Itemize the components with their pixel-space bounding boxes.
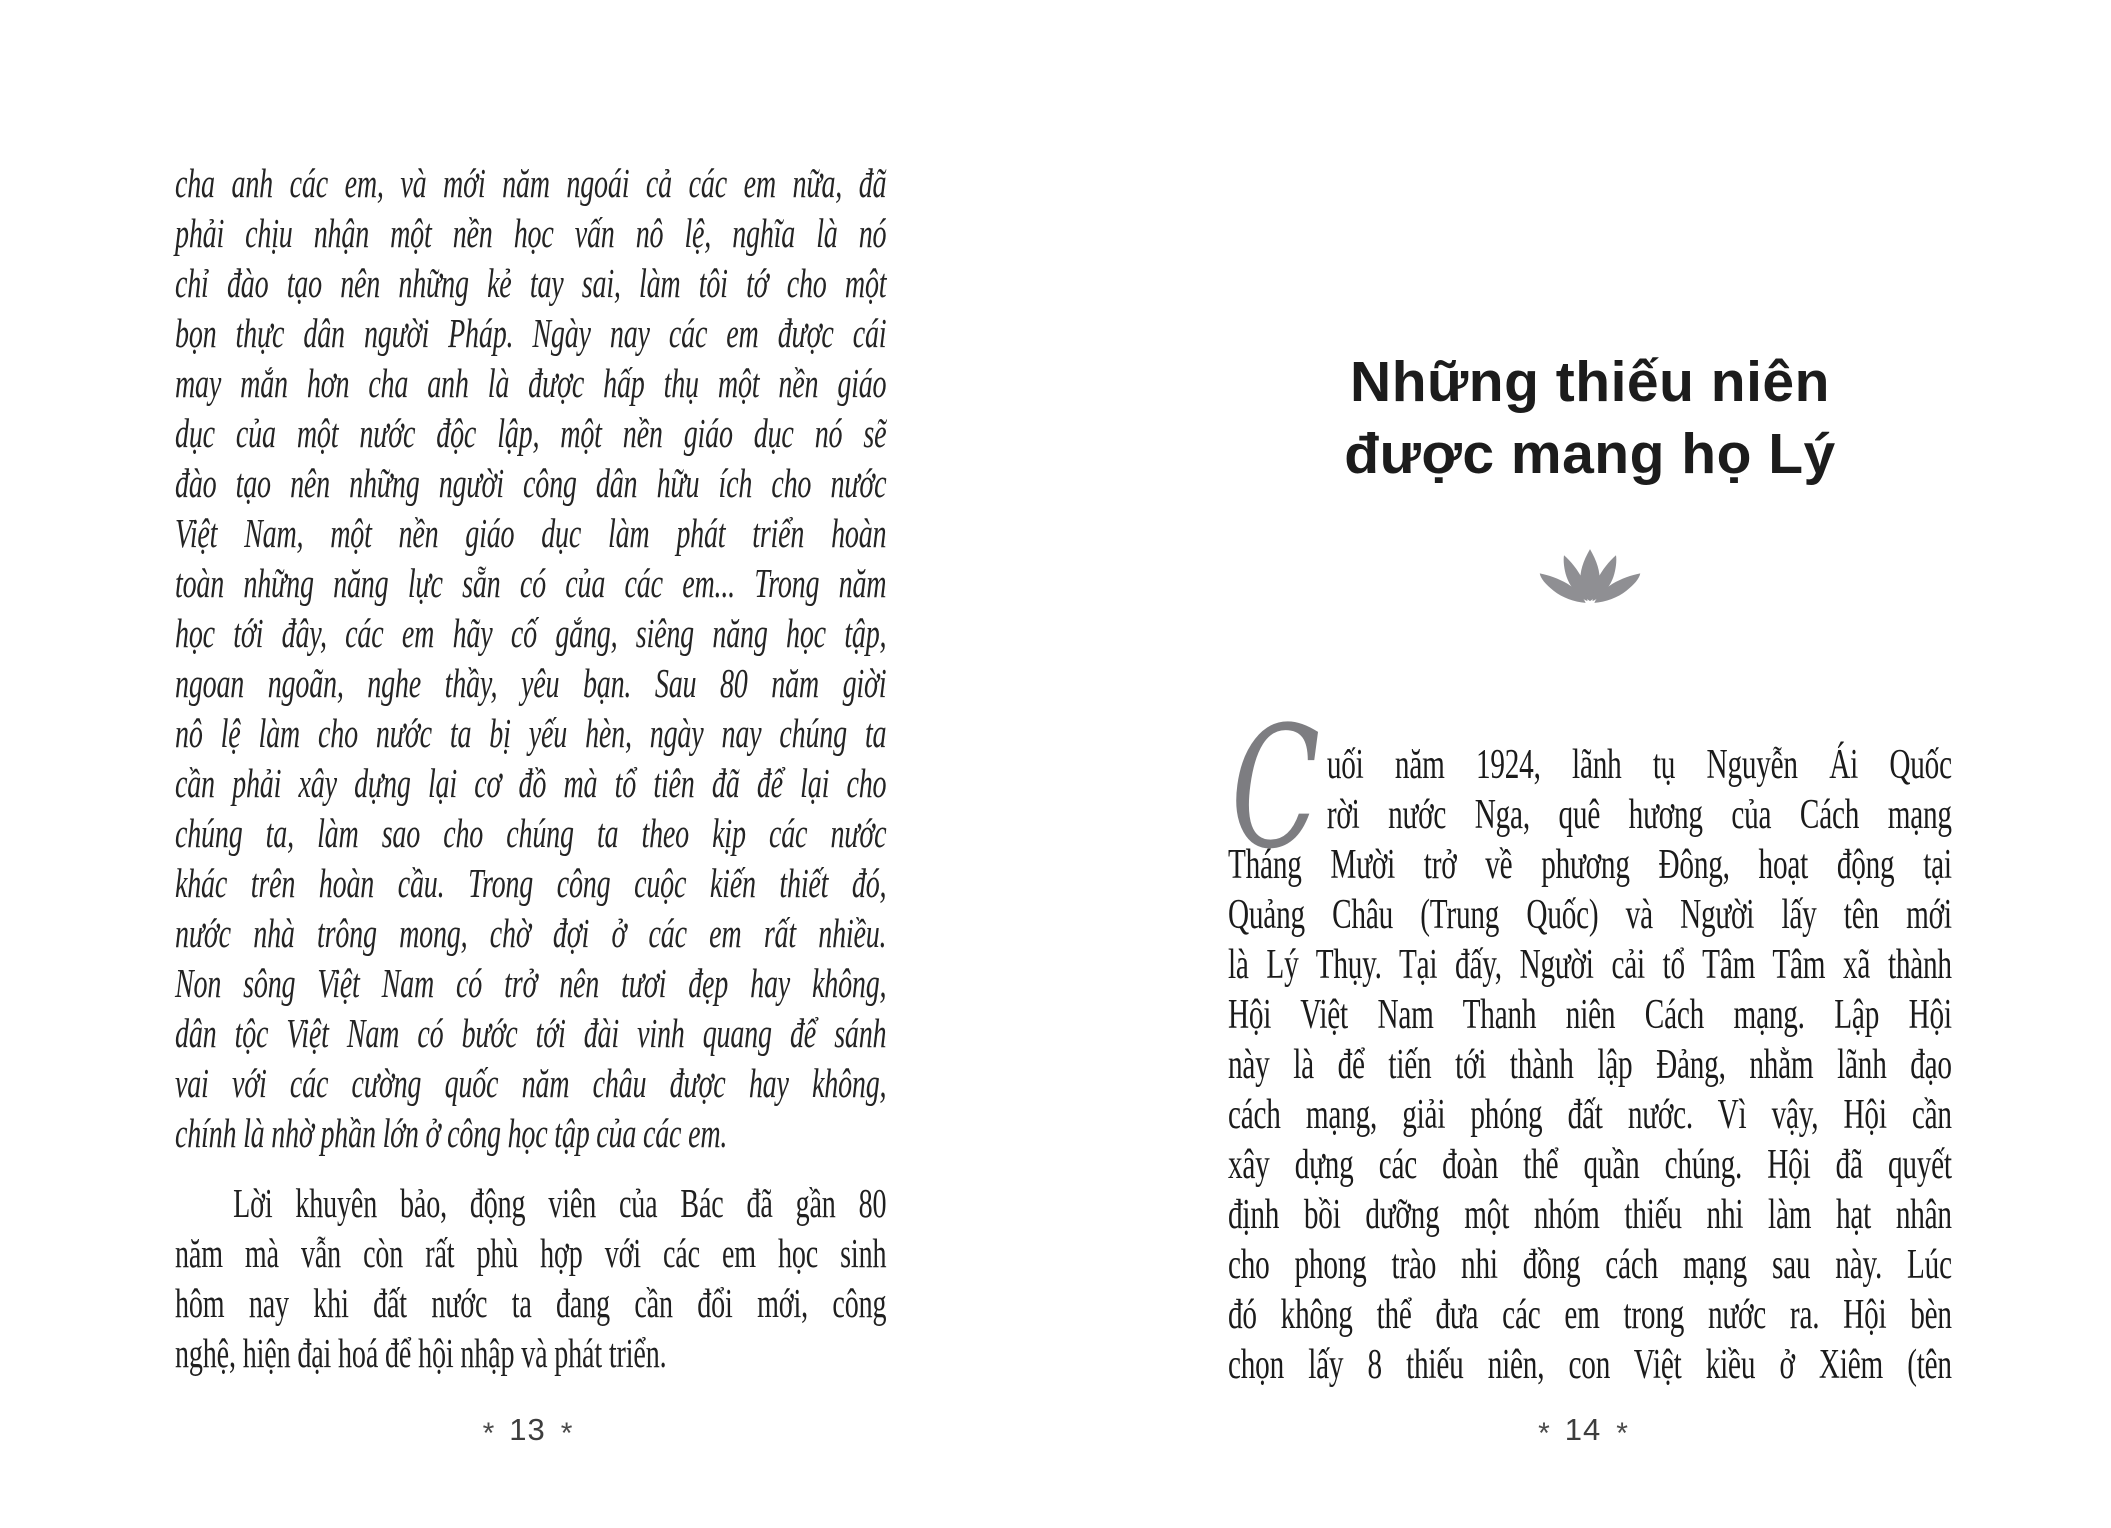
- text-line: cho phong trào nhi đồng cách mạng sau này. Lúc: [1228, 1242, 1952, 1288]
- text-line: này là để tiến tới thành lập Đảng, nhằm lãnh đạo: [1228, 1042, 1952, 1088]
- text-line: Tháng Mười trở về phương Đông, hoạt động tại: [1228, 842, 1952, 888]
- text-line: dân tộc Việt Nam có bước tới đài vinh quang để sánh: [175, 1010, 887, 1056]
- chapter-opening-paragraph: [1228, 690, 1952, 1390]
- text-line: nghệ, hiện đại hoá để hội nhập và phát triển.: [175, 1330, 667, 1376]
- text-line: may mắn hơn cha anh là được hấp thụ một nền giáo: [175, 360, 887, 406]
- text-line: vai với các cường quốc năm châu được hay không,: [175, 1060, 887, 1106]
- folio-star-icon: *: [560, 1417, 573, 1450]
- text-line: uối năm 1924, lãnh tụ Nguyễn Ái Quốc: [1326, 742, 1952, 788]
- text-line: chọn lấy 8 thiếu niên, con Việt kiều ở Xiêm (tên: [1228, 1342, 1952, 1388]
- folio-number: 13: [509, 1412, 546, 1447]
- text-line: Quảng Châu (Trung Quốc) và Người lấy tên mới: [1228, 892, 1952, 938]
- chapter-title-line-2: được mang họ Lý: [1344, 422, 1836, 486]
- text-line: năm mà vẫn còn rất phù hợp với các em học sinh: [175, 1230, 887, 1276]
- folio-right: [1055, 1410, 2111, 1451]
- page-13: [0, 0, 1055, 1528]
- text-line: bọn thực dân người Pháp. Ngày nay các em được cái: [175, 310, 887, 356]
- left-text-scaler: [175, 158, 886, 1378]
- right-text-column: [1228, 690, 1952, 1390]
- text-line: Hội Việt Nam Thanh niên Cách mạng. Lập Hội: [1228, 992, 1952, 1038]
- page-14: [1055, 0, 2111, 1528]
- text-line: học tới đây, các em hãy cố gắng, siêng năng học tập,: [175, 610, 887, 656]
- text-line: hôm nay khi đất nước ta đang cần đổi mới, công: [175, 1280, 887, 1326]
- lotus-ornament: [1228, 544, 1952, 613]
- text-line: Non sông Việt Nam có trở nên tươi đẹp hay không,: [175, 960, 887, 1006]
- text-line: chúng ta, làm sao cho chúng ta theo kịp các nước: [175, 810, 887, 856]
- folio-star-icon: *: [1616, 1417, 1628, 1450]
- text-line: cha anh các em, và mới năm ngoái cả các em nữa, đã: [175, 160, 887, 206]
- drop-cap: C: [1230, 690, 1321, 886]
- text-line: rời nước Nga, quê hương của Cách mạng: [1326, 792, 1952, 838]
- text-line: toàn những năng lực sẵn có của các em... Trong năm: [175, 560, 887, 606]
- left-text-column: [175, 158, 887, 1378]
- text-line: cần phải xây dựng lại cơ đồ mà tổ tiên đã để lại cho: [175, 760, 887, 806]
- lotus-icon: [1538, 544, 1642, 608]
- text-line: xây dựng các đoàn thể quần chúng. Hội đã quyết: [1228, 1142, 1952, 1188]
- folio-star-icon: *: [482, 1417, 495, 1450]
- text-line: Lời khuyên bảo, động viên của Bác đã gần 80: [233, 1180, 887, 1226]
- text-line: đó không thể đưa các em trong nước ra. Hội bèn: [1228, 1292, 1952, 1338]
- folio-star-icon: *: [1538, 1417, 1550, 1450]
- commentary-paragraph: [175, 1178, 886, 1378]
- text-line: dục của một nước độc lập, một nền giáo dục nó sẽ: [175, 410, 887, 456]
- folio-left: [0, 1410, 1055, 1451]
- text-line: nước nhà trông mong, chờ đợi ở các em rất nhiều.: [175, 910, 887, 956]
- text-line: là Lý Thụy. Tại đấy, Người cải tổ Tâm Tâm xã thành: [1228, 942, 1952, 988]
- text-line: đào tạo nên những người công dân hữu ích cho nước: [175, 460, 887, 506]
- text-line: cách mạng, giải phóng đất nước. Vì vậy, Hội cần: [1228, 1092, 1952, 1138]
- text-line: nô lệ làm cho nước ta bị yếu hèn, ngày nay chúng ta: [175, 710, 887, 756]
- text-line: Việt Nam, một nền giáo dục làm phát triển hoàn: [175, 510, 887, 556]
- chapter-title-line-1: Những thiếu niên: [1350, 350, 1830, 414]
- text-line: khác trên hoàn cầu. Trong công cuộc kiến thiết đó,: [175, 860, 887, 906]
- text-line: chính là nhờ phần lớn ở công học tập của các em.: [175, 1110, 728, 1156]
- right-text-scaler: [1228, 690, 1952, 1390]
- chapter-title: [1228, 346, 1952, 490]
- quote-paragraph: [175, 158, 886, 1158]
- text-line: chỉ đào tạo nên những kẻ tay sai, làm tôi tớ cho một: [175, 260, 887, 306]
- text-line: ngoan ngoãn, nghe thầy, yêu bạn. Sau 80 năm giời: [175, 660, 887, 706]
- folio-number: 14: [1564, 1412, 1602, 1447]
- text-line: phải chịu nhận một nền học vấn nô lệ, nghĩa là nó: [175, 210, 887, 256]
- text-line: định bồi dưỡng một nhóm thiếu nhi làm hạt nhân: [1228, 1192, 1952, 1238]
